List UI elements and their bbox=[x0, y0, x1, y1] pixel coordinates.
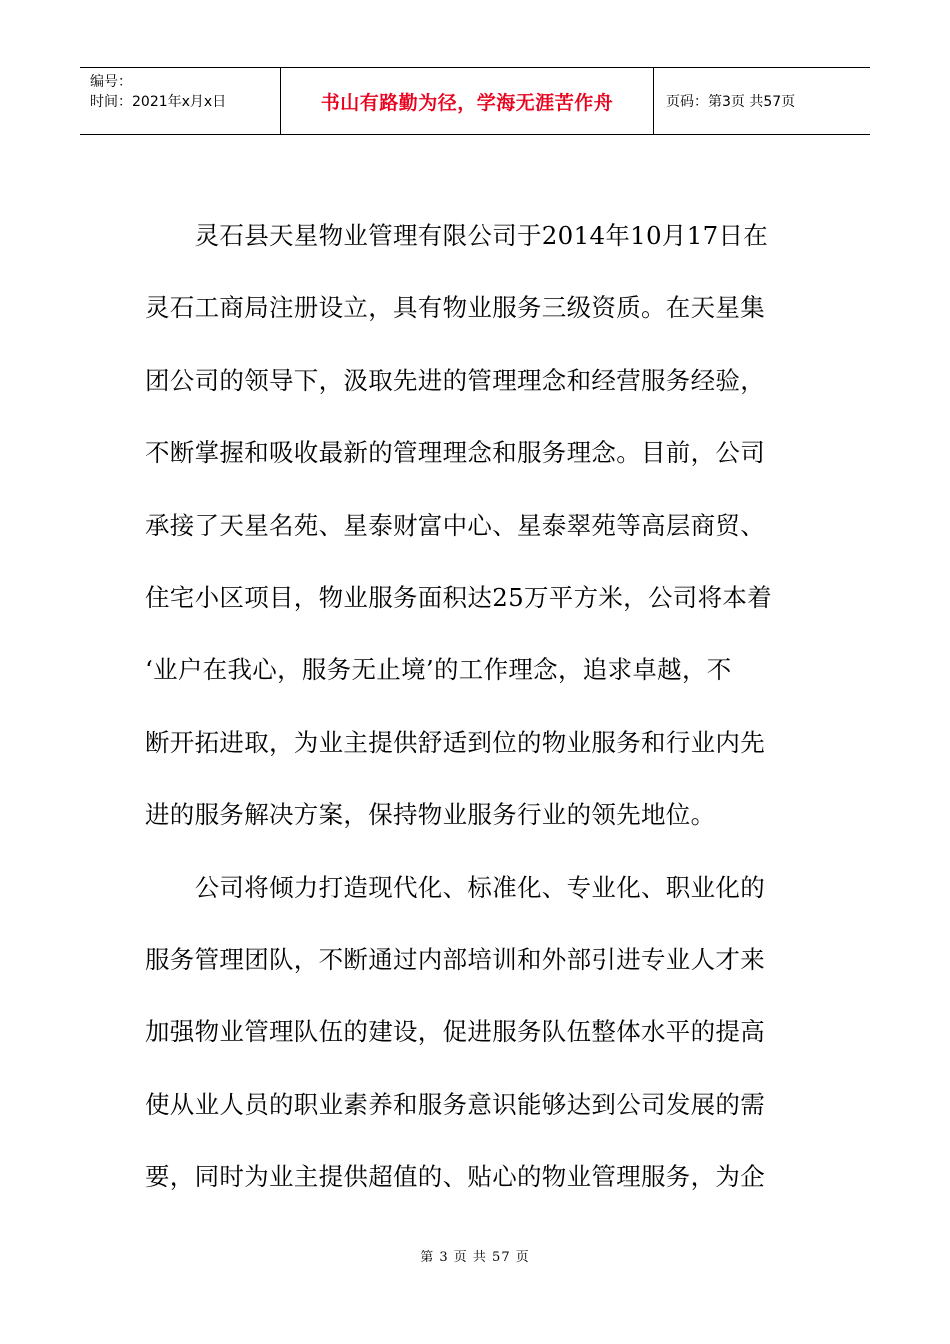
text-line: 公司将倾力打造现代化、标准化、专业化、职业化的 bbox=[145, 872, 765, 902]
page-footer: 第 3 页 共 57 页 bbox=[420, 1250, 530, 1265]
text-line: 住宅小区项目，物业服务面积达25万平方米，公司将本着 bbox=[145, 583, 772, 613]
text-line: 承接了天星名苑、星泰财富中心、星泰翠苑等高层商贸、 bbox=[145, 510, 765, 540]
text-line: 服务管理团队，不断通过内部培训和外部引进专业人才来 bbox=[145, 945, 765, 975]
paragraph-2 bbox=[145, 852, 810, 1214]
text-line: 使从业人员的职业素养和服务意识能够达到公司发展的需 bbox=[145, 1089, 765, 1119]
text-line: 不断掌握和吸收最新的管理理念和服务理念。目前，公司 bbox=[145, 438, 765, 468]
text-line: 团公司的领导下，汲取先进的管理理念和经营服务经验， bbox=[145, 365, 765, 395]
header-motto: 书山有路勤为径，学海无涯苦作舟 bbox=[281, 68, 654, 134]
paragraph-1 bbox=[145, 200, 810, 852]
text-line: 加强物业管理队伍的建设，促进服务队伍整体水平的提高 bbox=[145, 1017, 765, 1047]
header-page-info: 页码：第3页 共57页 bbox=[666, 94, 796, 110]
text-line: 灵石工商局注册设立，具有物业服务三级资质。在天星集 bbox=[145, 293, 765, 323]
text-line: 要，同时为业主提供超值的、贴心的物业管理服务，为企 bbox=[145, 1162, 765, 1192]
text-line: 灵石县天星物业管理有限公司于2014年10月17日在 bbox=[145, 221, 769, 250]
text-line: 进的服务解决方案，保持物业服务行业的领先地位。 bbox=[145, 800, 716, 830]
document-date-label: 时间：2021年x月x日 bbox=[90, 94, 227, 110]
text-line: 断开拓进取，为业主提供舒适到位的物业服务和行业内先 bbox=[145, 727, 765, 757]
document-body bbox=[145, 200, 810, 1214]
header-meta bbox=[80, 68, 281, 134]
document-number-label: 编号： bbox=[90, 74, 132, 90]
text-line: ‘业户在我心，服务无止境’的工作理念，追求卓越，不 bbox=[145, 655, 732, 685]
page-header bbox=[80, 67, 870, 135]
